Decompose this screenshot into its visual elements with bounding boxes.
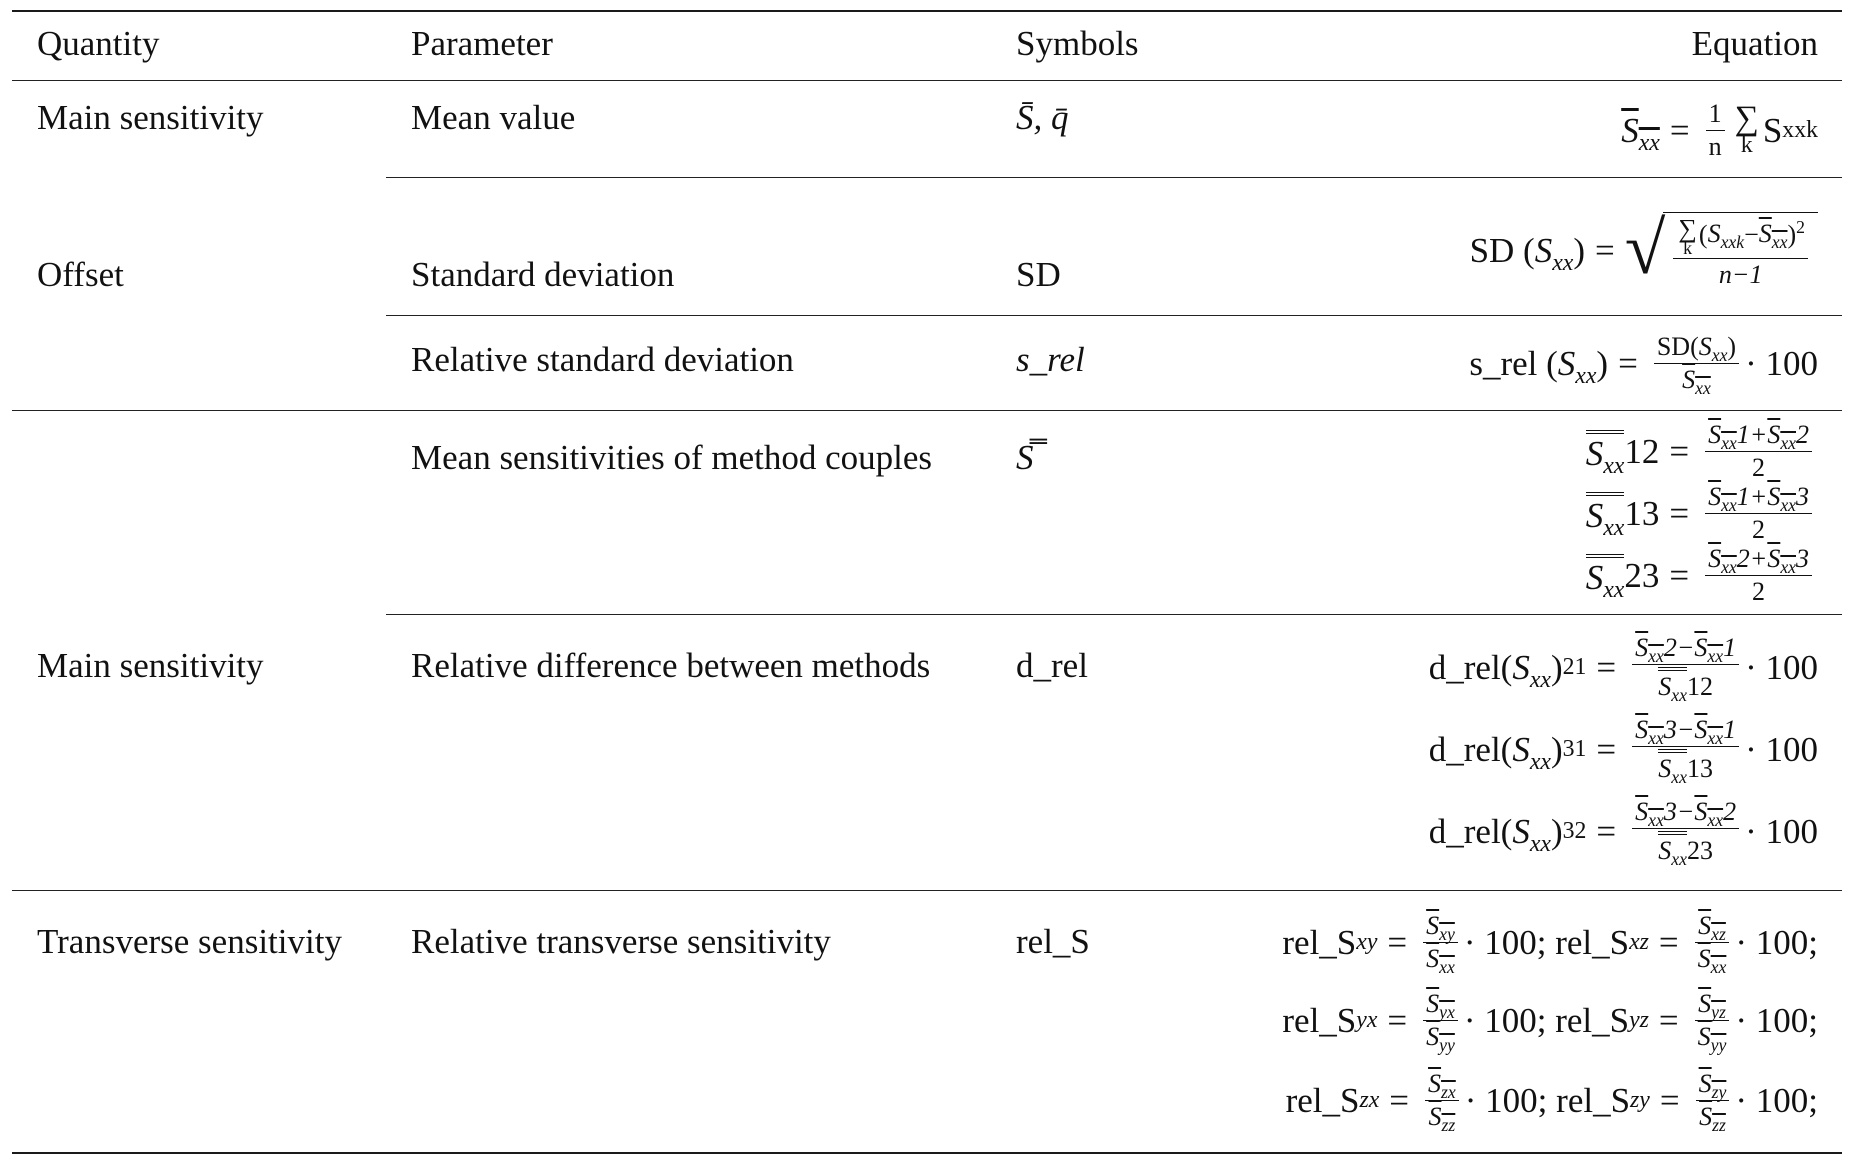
equation-line: d_rel( $S_{xx}$ ) 21 = $\frac{S_{xx}2-S_{xx}1}{S_{xx}12}$ · 100 bbox=[1428, 633, 1818, 705]
equation-cell: s_rel ( $S_{xx}$ ) = $\frac{SD(S_{xx})}{S_{xx}}$ · 100 bbox=[1469, 332, 1818, 398]
parameter-cell: Relative difference between methods bbox=[411, 646, 931, 685]
equation-line: d_rel( $S_{xx}$ ) 31 = $\frac{S_{xx}3-S_{xx}1}{S_{xx}13}$ · 100 bbox=[1428, 715, 1818, 787]
quantity-cell: Transverse sensitivity bbox=[37, 922, 342, 961]
parameter-cell: Mean value bbox=[411, 98, 576, 137]
header-parameter: Parameter bbox=[411, 24, 553, 63]
quantity-cell: Offset bbox=[37, 255, 124, 294]
header-symbols: Symbols bbox=[1016, 24, 1139, 63]
equation-cell: $S_{xx}$ = $\frac{1}{n}$ ∑ k S xxk bbox=[1621, 99, 1818, 161]
row-divider bbox=[386, 315, 1842, 316]
header-equation: Equation bbox=[1691, 24, 1818, 63]
quantity-cell: Main sensitivity bbox=[37, 646, 264, 685]
parameter-cell: Relative transverse sensitivity bbox=[411, 922, 831, 961]
parameter-cell: Mean sensitivities of method couples bbox=[411, 438, 933, 477]
equation-line: $S_{xx}$ 13 = $\frac{S_{xx}1+S_{xx}3}{2}$ bbox=[1586, 480, 1818, 546]
equation-line: d_rel( $S_{xx}$ ) 32 = $\frac{S_{xx}3-S_{xx}2}{S_{xx}23}$ · 100 bbox=[1428, 797, 1818, 869]
parameter-cell: Relative standard deviation bbox=[411, 340, 794, 379]
row-divider bbox=[386, 614, 1842, 615]
symbols-cell: s_rel bbox=[1016, 340, 1085, 379]
equation-line: $S_{xx}$ 23 = $\frac{S_{xx}2+S_{xx}3}{2}$ bbox=[1586, 542, 1818, 608]
equation-line: $S_{xx}$ 12 = $\frac{S_{xx}1+S_{xx}2}{2}$ bbox=[1586, 418, 1818, 484]
bottom-rule bbox=[12, 1152, 1842, 1154]
symbols-cell: d_rel bbox=[1016, 646, 1088, 685]
header-rule bbox=[12, 80, 1842, 81]
equation-line: rel_S zx = $\frac{S_{zx}}{S_{zz}}$ · 100; rel_S zy = $\frac{S_{zy}}{S_{zz}}$ · 100; bbox=[1285, 1069, 1818, 1135]
equation-line: rel_S xy = $\frac{S_{xy}}{S_{xx}}$ · 100; rel_S xz = $\frac{S_{xz}}{S_{xx}}$ · 100; bbox=[1282, 911, 1818, 977]
group-divider bbox=[12, 410, 1842, 411]
header-quantity: Quantity bbox=[37, 24, 160, 63]
row-divider bbox=[386, 177, 1842, 178]
quantity-cell: Main sensitivity bbox=[37, 98, 264, 137]
equation-line: rel_S yx = $\frac{S_{yx}}{S_{yy}}$ · 100; rel_S yz = $\frac{S_{yz}}{S_{yy}}$ · 100; bbox=[1282, 989, 1818, 1055]
symbols-cell: S̄, q̄ bbox=[1016, 98, 1069, 137]
parameter-cell: Standard deviation bbox=[411, 255, 675, 294]
symbols-cell: rel_S bbox=[1016, 922, 1090, 961]
symbols-cell: S̿ bbox=[1016, 438, 1034, 477]
symbols-cell: SD bbox=[1016, 255, 1061, 294]
top-rule bbox=[12, 10, 1842, 12]
equation-cell: SD ( $S_{xx}$ ) = √ ∑ k $(S_{xxk}-S_{xx})^2$ n−1 bbox=[1470, 190, 1818, 310]
group-divider bbox=[12, 890, 1842, 891]
